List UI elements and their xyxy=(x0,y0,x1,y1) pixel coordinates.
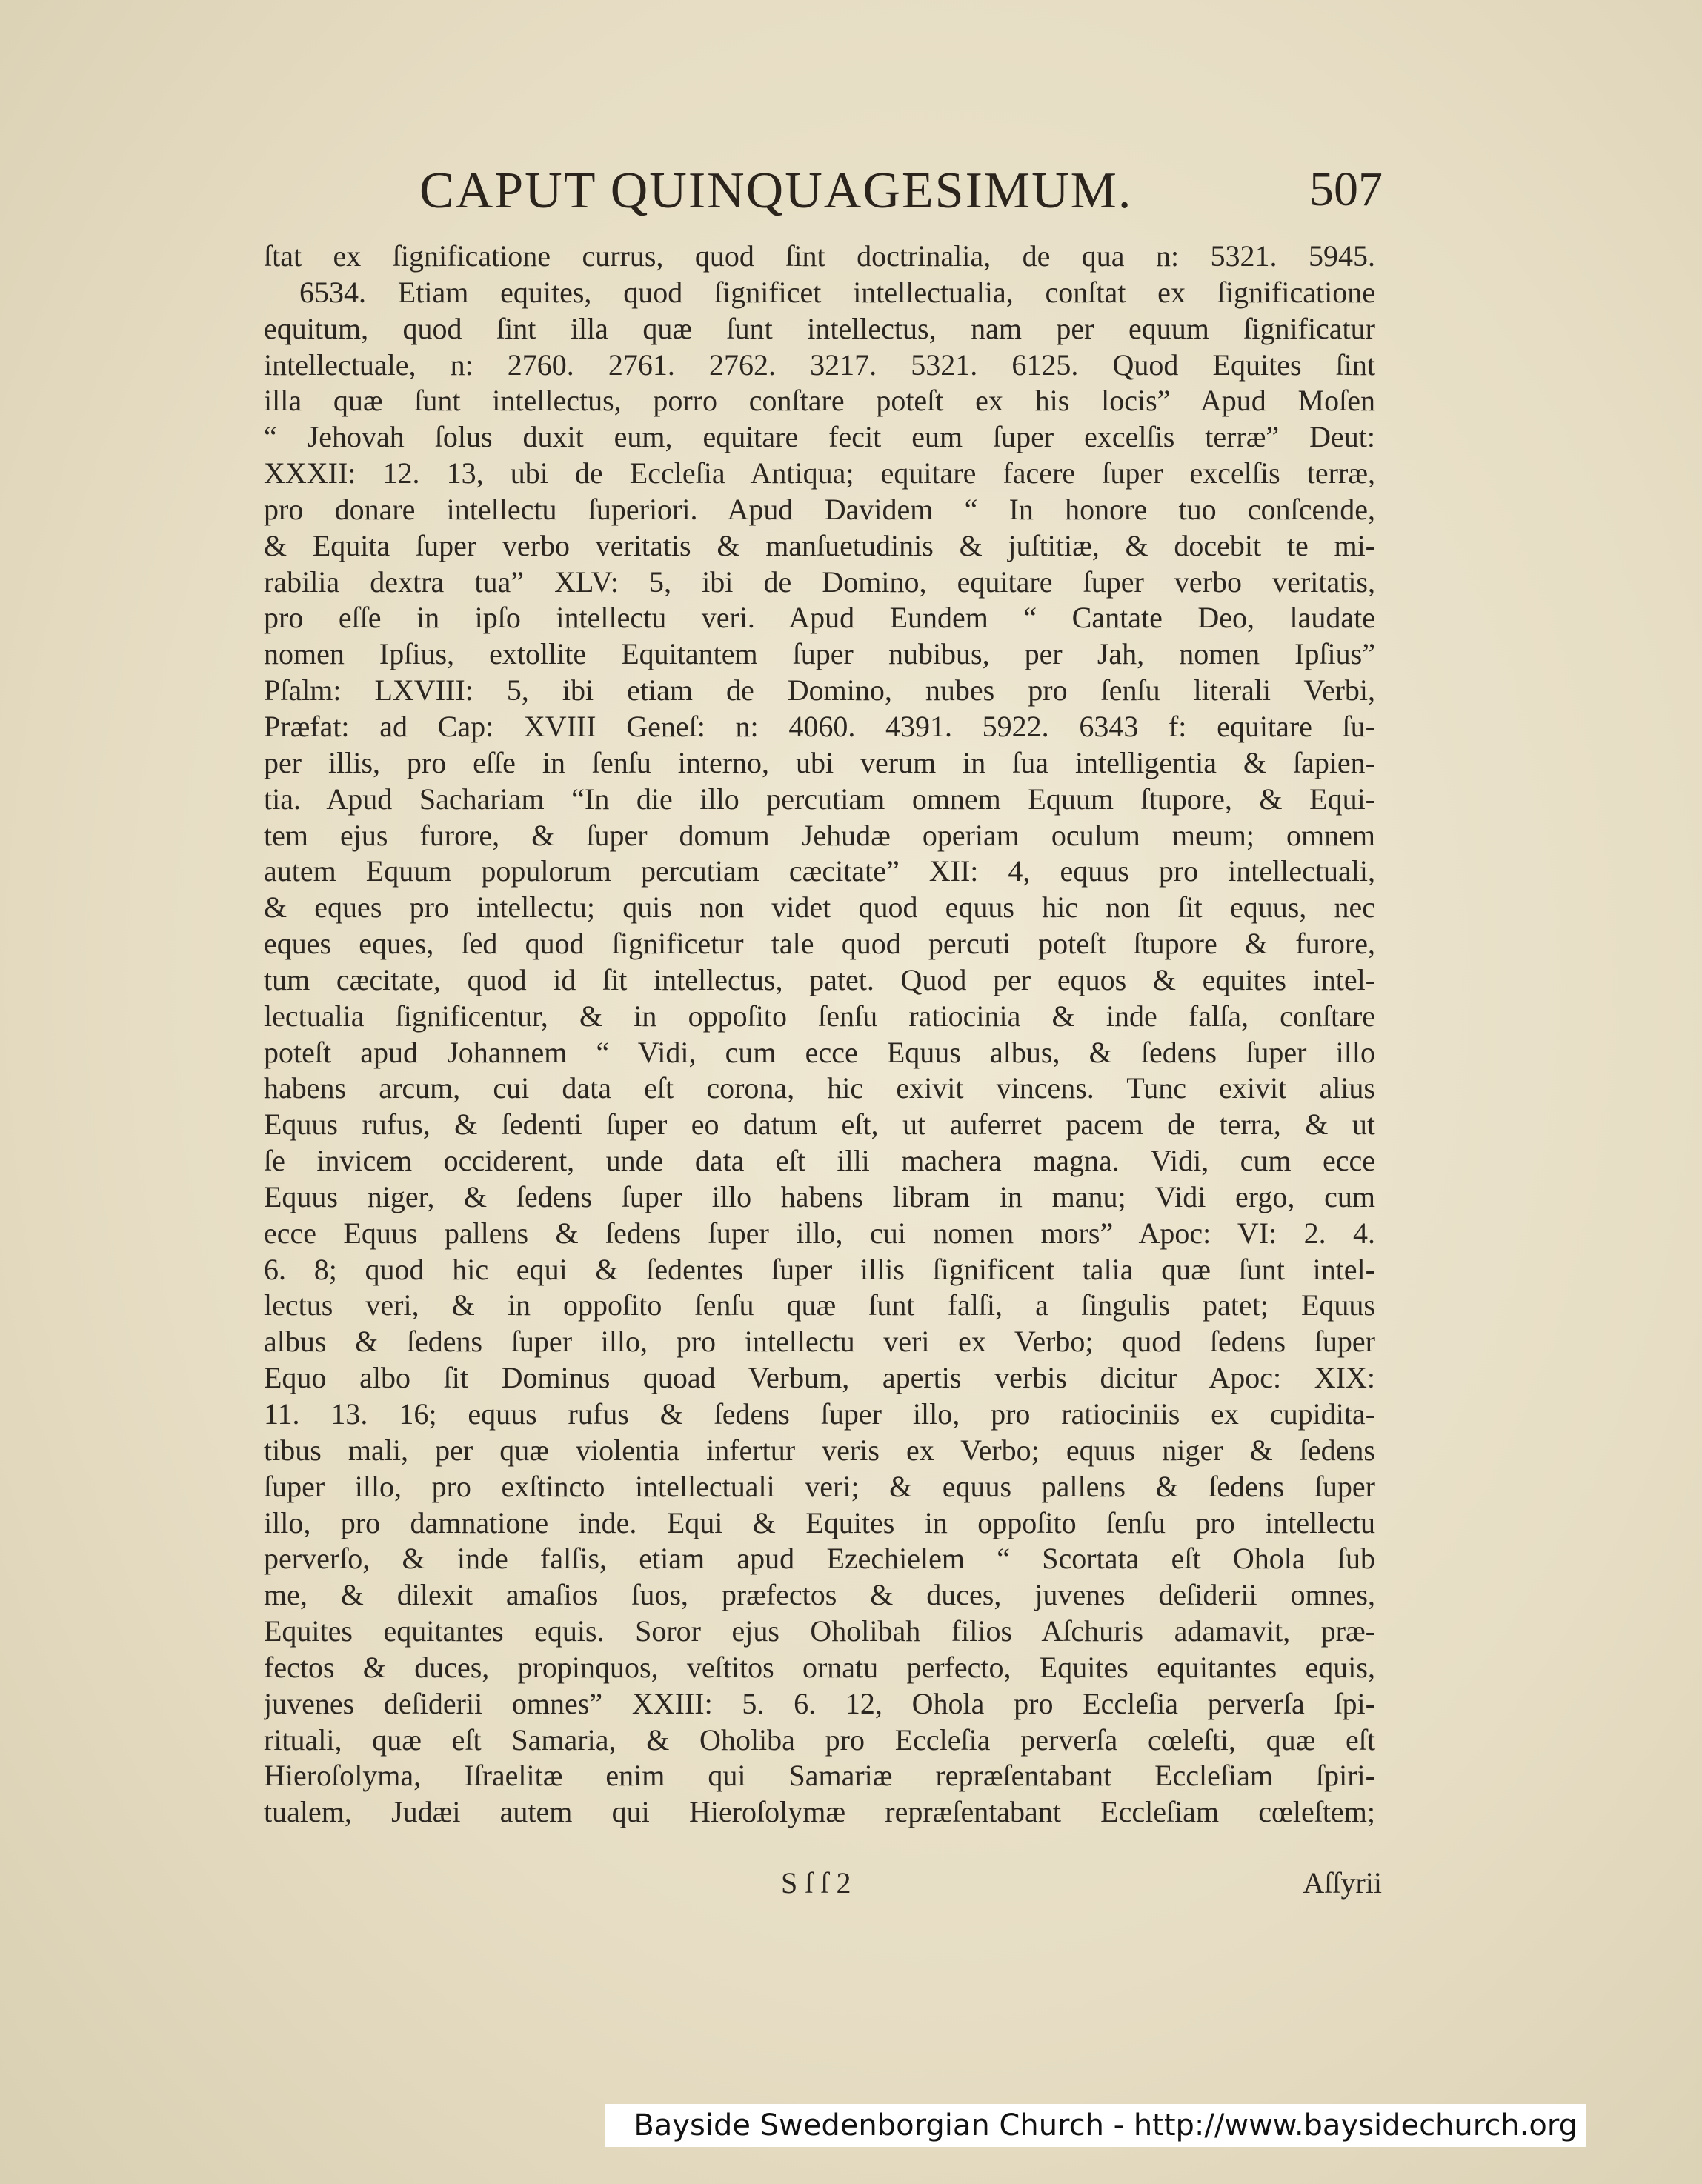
catchword: Aſſyrii xyxy=(1303,1866,1382,1900)
text-line: illa quæ ſunt intellectus, porro conſtare poteſt ex his locis” Apud Moſen xyxy=(264,384,1375,418)
text-line: ſuper illo, pro exſtincto intellectuali veri; & equus pallens & ſedens ſuper xyxy=(264,1469,1375,1503)
text-line: Pſalm: LXVIII: 5, ibi etiam de Domino, nubes pro ſenſu literali Verbi, xyxy=(264,673,1375,708)
text-line: Hieroſolyma, Iſraelitæ enim qui Samariæ repræſentabant Eccleſiam ſpiri- xyxy=(264,1759,1375,1793)
text-line: rituali, quæ eſt Samaria, & Oholiba pro Eccleſia perverſa cœleſti, quæ eſt xyxy=(264,1722,1375,1757)
text-line: eques eques, ſed quod ſignificetur tale quod percuti poteſt ſtupore & furore, xyxy=(264,927,1375,961)
text-line: XXXII: 12. 13, ubi de Eccleſia Antiqua; equitare facere ſuper excelſis terræ, xyxy=(264,456,1375,490)
text-line: ſe invicem occiderent, unde data eſt illi machera magna. Vidi, cum ecce xyxy=(264,1144,1375,1178)
text-line: per illis, pro eſſe in ſenſu interno, ubi verum in ſua intelligentia & ſapien- xyxy=(264,745,1375,779)
text-line: tum cæcitate, quod id ſit intellectus, patet. Quod per equos & equites intel- xyxy=(264,962,1375,996)
text-line: ſtat ex ſignificatione currus, quod ſint doctrinalia, de qua n: 5321. 5945. xyxy=(264,239,1375,273)
text-line: 6534. Etiam equites, quod ſignificet intellectualia, conſtat ex ſignificatione xyxy=(299,275,1375,309)
text-line: rabilia dextra tua” XLV: 5, ibi de Domino, equitare ſuper verbo veritatis, xyxy=(264,565,1375,599)
text-line: Equo albo ſit Dominus quoad Verbum, apertis verbis dicitur Apoc: XIX: xyxy=(264,1361,1375,1395)
text-line: tia. Apud Sachariam “In die illo percutiam omnem Equum ſtupore, & Equi- xyxy=(264,782,1375,816)
page-number: 507 xyxy=(1309,162,1383,216)
text-line: nomen Ipſius, extollite Equitantem ſuper nubibus, per Jah, nomen Ipſius” xyxy=(264,637,1375,671)
text-line: Præfat: ad Cap: XVIII Geneſ: n: 4060. 4391. 5922. 6343 f: equitare ſu- xyxy=(264,709,1375,743)
text-line: intellectuale, n: 2760. 2761. 2762. 3217. 5321. 6125. Quod Equites ſint xyxy=(264,347,1375,382)
text-line: habens arcum, cui data eſt corona, hic exivit vincens. Tunc exivit alius xyxy=(264,1071,1375,1105)
text-line: me, & dilexit amaſios ſuos, præfectos & duces, juvenes deſiderii omnes, xyxy=(264,1578,1375,1612)
text-line: poteſt apud Johannem “ Vidi, cum ecce Equus albus, & ſedens ſuper illo xyxy=(264,1035,1375,1069)
text-line: tualem, Judæi autem qui Hieroſolymæ repræſentabant Eccleſiam cœleſtem; xyxy=(264,1795,1375,1829)
text-line: pro donare intellectu ſuperiori. Apud Davidem “ In honore tuo conſcende, xyxy=(264,492,1375,526)
body-text xyxy=(264,239,1375,1831)
text-line: tem ejus furore, & ſuper domum Jehudæ operiam oculum meum; omnem xyxy=(264,818,1375,852)
text-line: tibus mali, per quæ violentia infertur veris ex Verbo; equus niger & ſedens xyxy=(264,1433,1375,1467)
text-line: equitum, quod ſint illa quæ ſunt intellectus, nam per equum ſignificatur xyxy=(264,311,1375,345)
signature-mark: S ſ ſ 2 xyxy=(781,1866,851,1900)
text-line: autem Equum populorum percutiam cæcitate” XII: 4, equus pro intellectuali, xyxy=(264,854,1375,888)
text-line: Equites equitantes equis. Soror ejus Oholibah filios Aſchuris adamavit, præ- xyxy=(264,1614,1375,1648)
text-line: fectos & duces, propinquos, veſtitos ornatu perfecto, Equites equitantes equis, xyxy=(264,1650,1375,1684)
page-title: CAPUT QUINQUAGESIMUM. xyxy=(419,162,1133,219)
text-line: 6. 8; quod hic equi & ſedentes ſuper illis ſignificent talia quæ ſunt intel- xyxy=(264,1252,1375,1286)
text-line: 11. 13. 16; equus rufus & ſedens ſuper illo, pro ratiociniis ex cupidita- xyxy=(264,1397,1375,1431)
text-line: ecce Equus pallens & ſedens ſuper illo, cui nomen mors” Apoc: VI: 2. 4. xyxy=(264,1216,1375,1250)
text-line: lectus veri, & in oppoſito ſenſu quæ ſunt falſi, a ſingulis patet; Equus xyxy=(264,1288,1375,1322)
watermark-caption: Bayside Swedenborgian Church - http://www.baysidechurch.org xyxy=(605,2104,1586,2147)
text-line: & eques pro intellectu; quis non videt quod equus hic non ſit equus, nec xyxy=(264,890,1375,925)
text-line: & Equita ſuper verbo veritatis & manſuetudinis & juſtitiæ, & docebit te mi- xyxy=(264,528,1375,562)
text-line: pro eſſe in ipſo intellectu veri. Apud Eundem “ Cantate Deo, laudate xyxy=(264,601,1375,635)
text-line: perverſo, & inde falſis, etiam apud Ezechielem “ Scortata eſt Ohola ſub xyxy=(264,1542,1375,1576)
text-line: Equus rufus, & ſedenti ſuper eo datum eſt, ut auferret pacem de terra, & ut xyxy=(264,1108,1375,1142)
text-line: lectualia ſignificentur, & in oppoſito ſenſu ratiocinia & inde falſa, conſtare xyxy=(264,999,1375,1033)
running-header xyxy=(419,162,1383,228)
text-line: illo, pro damnatione inde. Equi & Equites in oppoſito ſenſu pro intellectu xyxy=(264,1505,1375,1539)
text-line: albus & ſedens ſuper illo, pro intellectu veri ex Verbo; quod ſedens ſuper xyxy=(264,1325,1375,1359)
text-line: “ Jehovah ſolus duxit eum, equitare fecit eum ſuper excelſis terræ” Deut: xyxy=(264,420,1375,454)
text-line: juvenes deſiderii omnes” XXIII: 5. 6. 12, Ohola pro Eccleſia perverſa ſpi- xyxy=(264,1686,1375,1720)
text-line: Equus niger, & ſedens ſuper illo habens libram in manu; Vidi ergo, cum xyxy=(264,1179,1375,1213)
